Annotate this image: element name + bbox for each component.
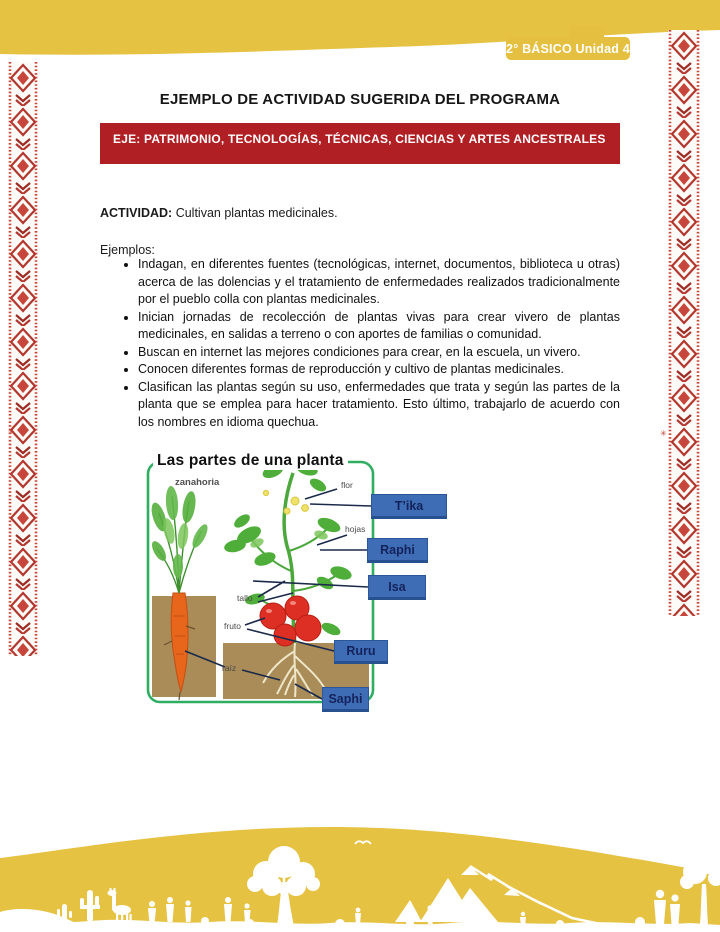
label-flor: flor: [341, 480, 353, 490]
margin-mark-right: ✳: [660, 429, 667, 438]
footer-artwork: [0, 820, 720, 932]
unit-badge: 2° BÁSICO Unidad 4: [506, 37, 630, 60]
label-raiz: raíz: [222, 663, 237, 673]
left-border-pattern: [8, 62, 38, 656]
quechua-label-ruru: Ruru: [334, 640, 388, 664]
bullet-item: • Conocen diferentes formas de reproducción y cultivo de plantas medicinales.: [138, 361, 622, 379]
activity-label: ACTIVIDAD:: [100, 206, 173, 220]
bullet-item: • Buscan en internet las mejores condiciones para crear, en la escuela, un vivero.: [138, 344, 622, 362]
activity-line: [100, 206, 620, 220]
right-border-pattern: [668, 30, 700, 616]
examples-heading: Ejemplos:: [100, 243, 155, 257]
quechua-label-isa: Isa: [368, 575, 426, 600]
quechua-label-tika: T’ika: [371, 494, 447, 519]
label-zanahoria: zanahoria: [175, 477, 220, 488]
label-hojas: hojas: [345, 524, 366, 534]
quechua-label-saphi: Saphi: [322, 687, 369, 712]
quechua-label-raphi: Raphi: [367, 538, 428, 563]
label-fruto: fruto: [224, 621, 242, 631]
examples-bullet-list: [100, 256, 622, 431]
bullet-item: • Indagan, en diferentes fuentes (tecnológicas, internet, documentos, biblioteca u otras) acerca de las dolencias y el tratamiento de enfermedades realizados tradicionalmente por el pueblo colla con plantas medicinales.: [138, 256, 622, 309]
label-tallo: tallo: [237, 593, 253, 603]
margin-mark-left: ✳: [8, 427, 15, 436]
bullet-item: • Clasifican las plantas según su uso, enfermedades que trata y según las partes de la planta que se emplea para hacer tratamiento. Esto último, trabajarlo de acuerdo con los nombres en idioma quechua.: [138, 379, 622, 432]
page-title: EJEMPLO DE ACTIVIDAD SUGERIDA DEL PROGRAMA: [159, 91, 561, 108]
activity-text: Cultivan plantas medicinales.: [175, 206, 338, 220]
eje-banner: EJE: PATRIMONIO, TECNOLOGÍAS, TÉCNICAS, CIENCIAS Y ARTES ANCESTRALES: [100, 123, 620, 164]
plant-parts-figure: [145, 451, 457, 725]
figure-title: Las partes de una planta: [153, 452, 348, 470]
bullet-item: • Inician jornadas de recolección de plantas vivas para crear vivero de plantas medicinales, en salidas a terreno o con aportes de familias o comunidad.: [138, 309, 622, 344]
